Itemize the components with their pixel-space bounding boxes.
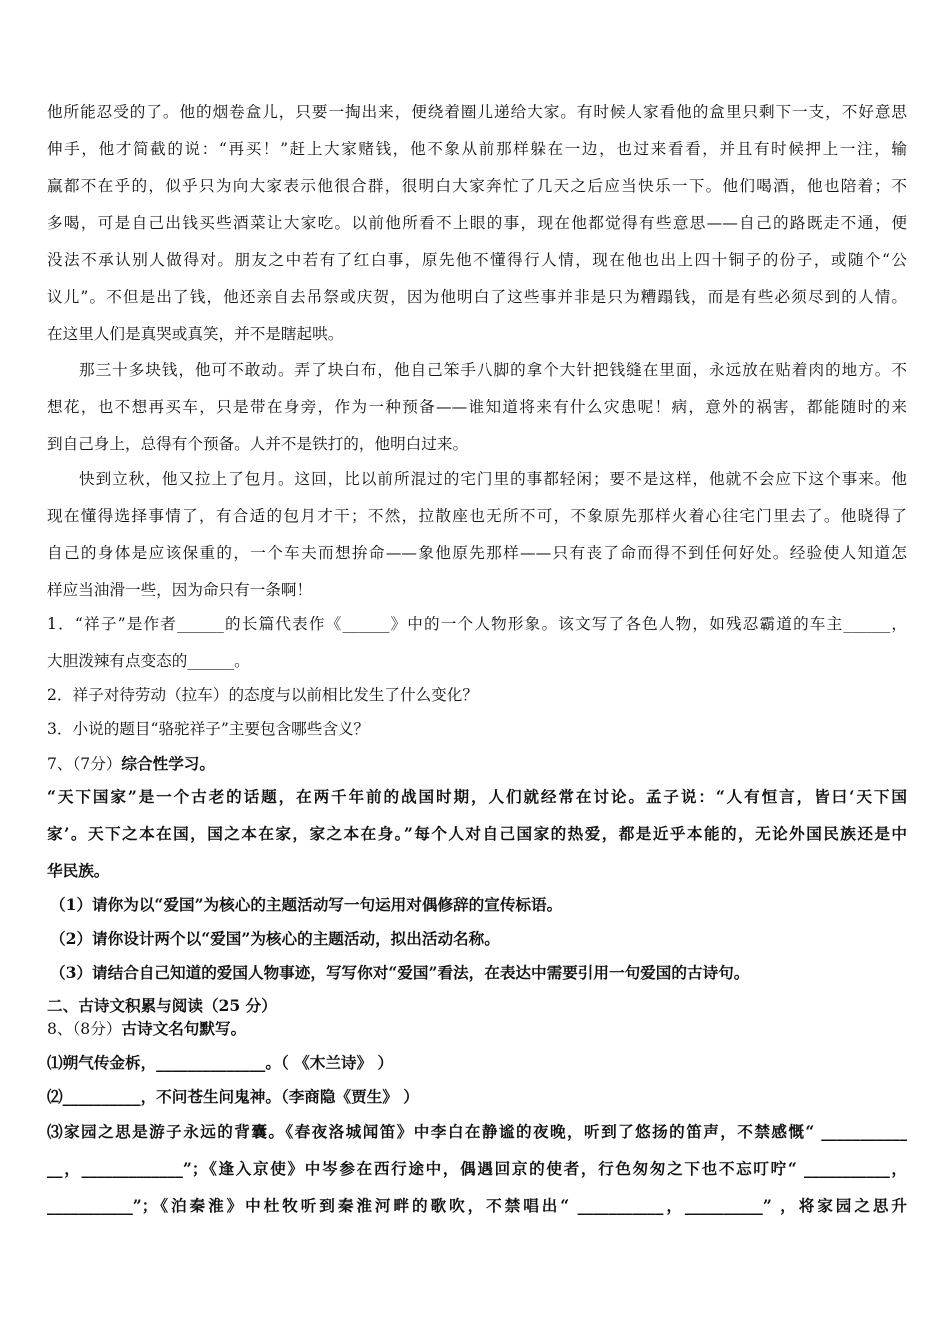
passage-line: 样应当油滑一些，因为命只有一条啊！	[47, 581, 313, 599]
passage-line: 自己的身体是应该保重的，一个车夫而想拚命——象他原先那样——只有丧了命而得不到任何好处。经验使人知道怎	[47, 544, 907, 562]
question-1-cont: 大胆泼辣有点变态的______。	[47, 652, 250, 670]
question-8-item-1: ⑴朔气传金柝，______________。（ 《木兰诗》 ）	[47, 1053, 394, 1072]
passage-line: 他所能忍受的了。他的烟卷盒儿，只要一掏出来，便绕着圈儿递给大家。有时候人家看他的盒里只剩下一支，不好意思	[47, 103, 907, 121]
passage-line: 没法不承认别人做得对。朋友之中若有了红白事，原先他不懂得行人情，现在他也出上四十铜子的份子，或随个“公	[47, 251, 907, 269]
question-2: 2．祥子对待劳动（拉车）的态度与以前相比发生了什么变化？	[47, 686, 478, 704]
question-8-item-3: ⑶家园之思是游子永远的背囊。《春夜洛城闻笛》中李白在静谧的夜晚，听到了悠扬的笛声，不禁感慨“ ___________	[47, 1122, 907, 1141]
question-7-number: 7、（7分）	[47, 755, 122, 773]
question-7-intro: “天下国家”是一个古老的话题，在两千年前的战国时期，人们就经常在讨论。孟子说：“人有恒言，皆曰‘天下国	[47, 787, 907, 806]
passage-line: 那三十多块钱，他可不敢动。弄了块白布，他自己笨手八脚的拿个大针把钱缝在里面，永远放在贴着肉的地方。不	[79, 361, 907, 379]
question-8-item-2: ⑵__________，不问苍生问鬼神。（李商隐《贾生》 ）	[47, 1087, 419, 1106]
question-1: 1．“祥子”是作者______的长篇代表作《______》中的一个人物形象。该文写了各色人物，如残忍霸道的车主______，	[47, 615, 907, 633]
question-7-intro: 家’。天下之本在国，国之本在家，家之本在身。”每个人对自己国家的热爱，都是近乎本能的，无论外国民族还是中	[47, 824, 907, 843]
question-3: 3．小说的题目“骆驼祥子”主要包含哪些含义？	[47, 720, 370, 738]
passage-line: 想花，也不想再买车，只是带在身旁，作为一种预备——谁知道将来有什么灾患呢！病，意外的祸害，都能随时的来	[47, 398, 907, 416]
question-8-item-3: __，_____________”；《逢入京使》中岑参在西行途中，偶遇回京的使者，行色匆匆之下也不忘叮咛“ ___________，	[47, 1159, 907, 1178]
question-7-title: 综合性学习。	[121, 754, 215, 773]
passage-line: 多喝，可是自己出钱买些酒菜让大家吃。以前他所看不上眼的事，现在他都觉得有些意思——自己的路既走不通，便	[47, 214, 907, 232]
passage-line: 议儿”。不但是出了钱，他还亲自去吊祭或庆贺，因为他明白了这些事并非是只为糟蹋钱，而是有些必须尽到的人情。	[47, 288, 907, 306]
passage-line: 到自己身上，总得有个预备。人并不是铁打的，他明白过来。	[47, 435, 469, 453]
question-7-intro: 华民族。	[47, 861, 110, 880]
question-7-item-3: （3）请结合自己知道的爱国人物事迹，写写你对“爱国”看法，在表达中需要引用一句爱国的古诗句。	[50, 963, 750, 982]
passage-line: 赢都不在乎的，似乎只为向大家表示他很合群，很明白大家奔忙了几天之后应当快乐一下。他们喝酒，他也陪着；不	[47, 177, 907, 195]
passage-line: 快到立秋，他又拉上了包月。这回，比以前所混过的宅门里的事都轻闲；要不是这样，他就不会应下这个事来。他	[79, 470, 907, 488]
question-8-item-3: ___________”；《泊秦淮》中杜牧听到秦淮河畔的歌吹，不禁唱出“ ___________，__________” ，将家园之思升	[47, 1196, 907, 1215]
question-8-number: 8、（8分）	[47, 1020, 122, 1038]
question-7-item-2: （2）请你设计两个以“爱国”为核心的主题活动，拟出活动名称。	[50, 929, 500, 948]
question-7-item-1: （1）请你为以“爱国”为核心的主题活动写一句运用对偶修辞的宣传标语。	[50, 895, 563, 914]
passage-line: 在这里人们是真哭或真笑，并不是瞎起哄。	[47, 325, 344, 343]
section-2-title: 二、古诗文积累与阅读（25 分）	[47, 996, 277, 1015]
question-7-heading	[47, 754, 907, 774]
question-8-heading	[47, 1019, 907, 1039]
passage-line: 伸手，他才简截的说：“再买！”赶上大家赌钱，他不象从前那样躲在一边，也过来看看，并且有时候押上一注，输	[47, 140, 907, 158]
question-8-title: 古诗文名句默写。	[121, 1019, 247, 1038]
passage-line: 现在懂得选择事情了，有合适的包月才干；不然，拉散座也无所不可，不象原先那样火着心往宅门里去了。他晓得了	[47, 507, 907, 525]
